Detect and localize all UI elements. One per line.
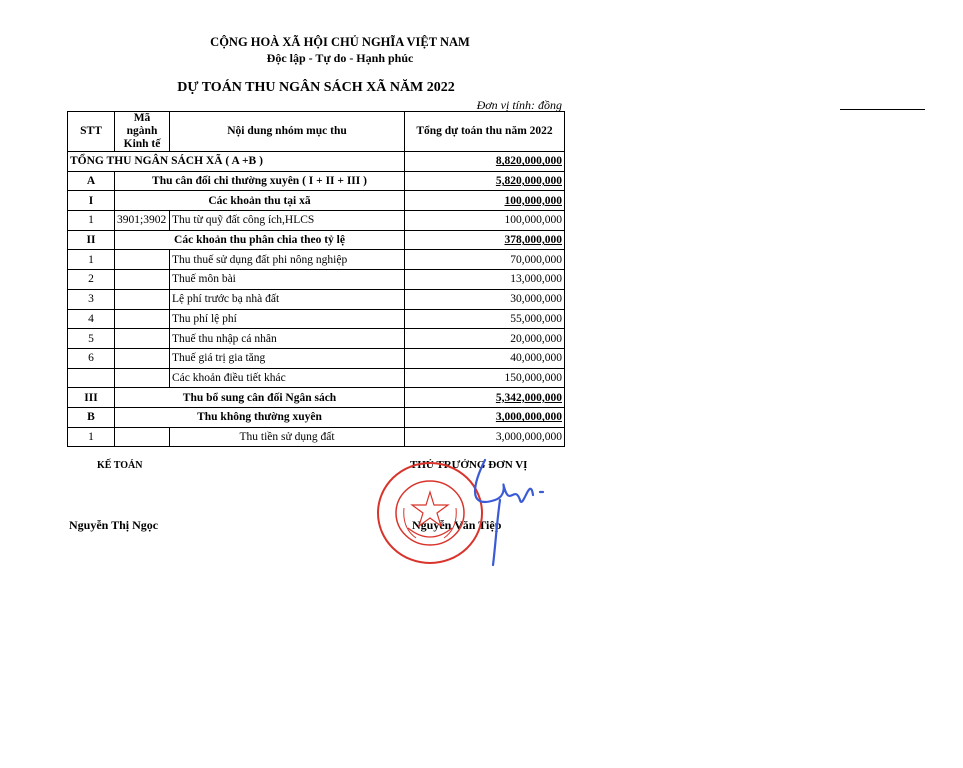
row-stt: II: [68, 230, 115, 250]
total-label: TỔNG THU NGÂN SÁCH XÃ ( A +B ): [68, 152, 405, 172]
table-row: [68, 230, 565, 250]
row-code: [115, 289, 170, 309]
accountant-title: KẾ TOÁN: [97, 460, 143, 471]
row-value: 100,000,000: [405, 211, 565, 231]
table-row: [68, 191, 565, 211]
table-row: [68, 211, 565, 231]
row-code: [115, 329, 170, 349]
row-content: Thu từ quỹ đất công ích,HLCS: [170, 211, 405, 231]
header-code: Mã ngành Kinh tế: [115, 112, 170, 152]
row-value: 30,000,000: [405, 289, 565, 309]
table-header-row: [68, 112, 565, 152]
row-value: 55,000,000: [405, 309, 565, 329]
row-stt: 2: [68, 270, 115, 290]
table-row: [68, 250, 565, 270]
table-row: [68, 309, 565, 329]
table-row: [68, 368, 565, 388]
head-name: Nguyễn Văn Tiệp: [412, 518, 502, 532]
row-content: Các khoản thu tại xã: [115, 191, 405, 211]
table-row: [68, 329, 565, 349]
row-code: 3901;3902: [115, 211, 170, 231]
table-row: [68, 171, 565, 191]
row-code: [115, 250, 170, 270]
handwritten-signature-icon: [455, 440, 555, 570]
budget-table: [67, 111, 565, 447]
row-content: Thu thuế sử dụng đất phi nông nghiệp: [170, 250, 405, 270]
row-code: [115, 427, 170, 447]
row-content: Thuế môn bài: [170, 270, 405, 290]
row-stt: A: [68, 171, 115, 191]
row-value: 150,000,000: [405, 368, 565, 388]
header-stt: STT: [68, 112, 115, 152]
row-stt: 5: [68, 329, 115, 349]
row-content: Các khoản thu phân chia theo tỷ lệ: [115, 230, 405, 250]
row-stt: 6: [68, 348, 115, 368]
row-value: 100,000,000: [405, 191, 565, 211]
row-stt: 4: [68, 309, 115, 329]
row-content: Các khoản điều tiết khác: [170, 368, 405, 388]
row-value: 5,342,000,000: [405, 388, 565, 408]
header-total: Tổng dự toán thu năm 2022: [405, 112, 565, 152]
row-value: 40,000,000: [405, 348, 565, 368]
document-title: DỰ TOÁN THU NGÂN SÁCH XÃ NĂM 2022: [177, 80, 455, 95]
header-content: Nội dung nhóm mục thu: [170, 112, 405, 152]
unit-note: Đơn vị tính: đồng: [476, 98, 562, 112]
row-value: 13,000,000: [405, 270, 565, 290]
table-row: [68, 388, 565, 408]
row-stt: 3: [68, 289, 115, 309]
table-row: [68, 270, 565, 290]
row-stt: III: [68, 388, 115, 408]
row-code: [115, 309, 170, 329]
row-content: Thu tiền sử dụng đất: [170, 427, 405, 447]
decorative-line: [840, 109, 925, 110]
row-value: 5,820,000,000: [405, 171, 565, 191]
row-code: [115, 368, 170, 388]
head-title: THỦ TRƯỞNG ĐƠN VỊ: [410, 459, 528, 471]
national-title: CỘNG HOÀ XÃ HỘI CHỦ NGHĨA VIỆT NAM: [210, 35, 470, 49]
row-stt: 1: [68, 250, 115, 270]
total-row: [68, 152, 565, 172]
row-content: Lệ phí trước bạ nhà đất: [170, 289, 405, 309]
accountant-name: Nguyễn Thị Ngọc: [69, 518, 159, 532]
row-content: Thu phí lệ phí: [170, 309, 405, 329]
row-code: [115, 348, 170, 368]
row-value: 70,000,000: [405, 250, 565, 270]
table-row: [68, 289, 565, 309]
row-content: Thuế thu nhập cá nhân: [170, 329, 405, 349]
row-value: 3,000,000,000: [405, 427, 565, 447]
row-content: Thuế giá trị gia tăng: [170, 348, 405, 368]
table-row: [68, 407, 565, 427]
row-value: 3,000,000,000: [405, 407, 565, 427]
row-stt: [68, 368, 115, 388]
row-code: [115, 270, 170, 290]
row-stt: 1: [68, 427, 115, 447]
total-value: 8,820,000,000: [405, 152, 565, 172]
row-stt: B: [68, 407, 115, 427]
row-content: Thu cân đối chi thường xuyên ( I + II + III ): [115, 171, 405, 191]
row-content: Thu không thường xuyên: [115, 407, 405, 427]
row-stt: 1: [68, 211, 115, 231]
table-row: [68, 348, 565, 368]
row-stt: I: [68, 191, 115, 211]
row-value: 20,000,000: [405, 329, 565, 349]
row-value: 378,000,000: [405, 230, 565, 250]
row-content: Thu bổ sung cân đối Ngân sách: [115, 388, 405, 408]
motto: Độc lập - Tự do - Hạnh phúc: [266, 51, 414, 65]
